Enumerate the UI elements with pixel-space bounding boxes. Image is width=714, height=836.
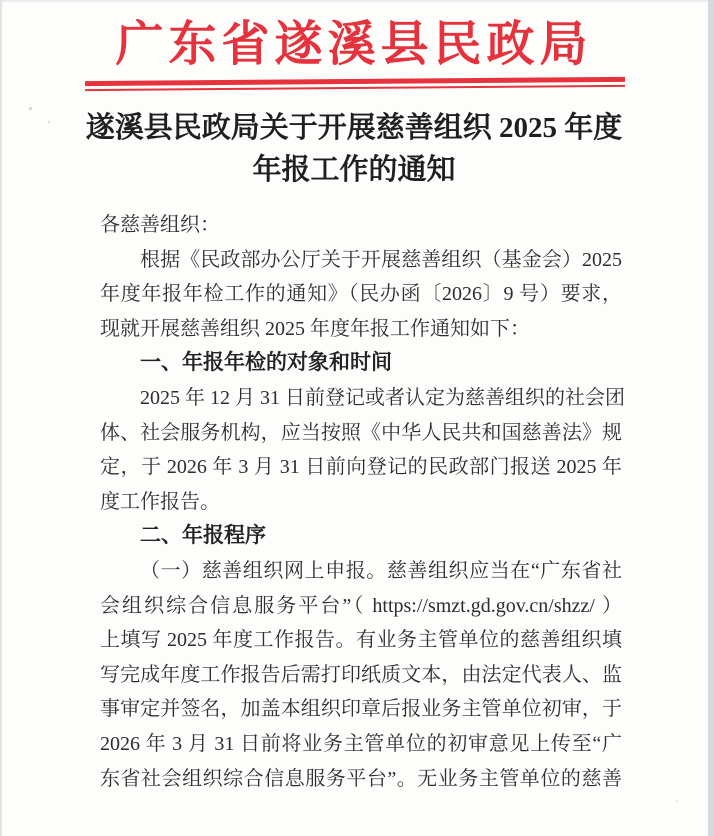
letterhead-org-name: 广东省遂溪县民政局 <box>115 18 593 71</box>
body-line: 定，于 2026 年 3 月 31 日前向登记的民政部门报送 2025 年 <box>100 456 622 479</box>
document-body <box>100 208 625 796</box>
body-line: 上填写 2025 年度工作报告。有业务主管单位的慈善组织填 <box>100 629 622 652</box>
document-title <box>0 107 708 191</box>
scan-edge-top <box>0 0 714 2</box>
body-line: （一）慈善组织网上申报。慈善组织应当在“广东省社 <box>140 559 622 582</box>
salutation-line: 各慈善组织： <box>100 214 220 236</box>
body-line: 2025 年 12 月 31 日前登记或者认定为慈善组织的社会团 <box>140 386 625 409</box>
scan-edge-right <box>708 0 714 836</box>
document-title-line2: 年报工作的通知 <box>252 154 456 186</box>
section-heading-2: 二、年报程序 <box>140 524 266 548</box>
document-title-line1: 遂溪县民政局关于开展慈善组织 2025 年度 <box>85 112 623 144</box>
scan-speckle <box>676 800 678 802</box>
body-line: 事审定并签名，加盖本组织印章后报业务主管单位初审，于 <box>100 698 622 721</box>
body-line: 根据《民政部办公厅关于开展慈善组织（基金会）2025 <box>140 248 622 271</box>
section-heading-1: 一、年报年检的对象和时间 <box>140 351 392 375</box>
body-line: 写完成年度工作报告后需打印纸质文本，由法定代表人、监 <box>100 663 622 686</box>
body-line: 体、社会服务机构，应当按照《中华人民共和国慈善法》规 <box>100 421 622 444</box>
body-line: 东省社会组织综合信息服务平台”。无业务主管单位的慈善 <box>100 767 622 790</box>
body-line: 度工作报告。 <box>100 490 220 513</box>
body-line: 2026 年 3 月 31 日前将业务主管单位的初审意见上传至“广 <box>100 732 622 755</box>
body-line-with-url: 会组织综合信息服务平台”（ https://smzt.gd.gov.cn/shzz/ ） <box>100 594 622 617</box>
body-line: 现就开展慈善组织 2025 年度年报工作通知如下： <box>100 317 530 340</box>
body-line: 年度年报年检工作的通知》（民办函〔2026〕9 号）要求， <box>100 283 622 306</box>
letterhead-divider-line <box>85 77 625 91</box>
